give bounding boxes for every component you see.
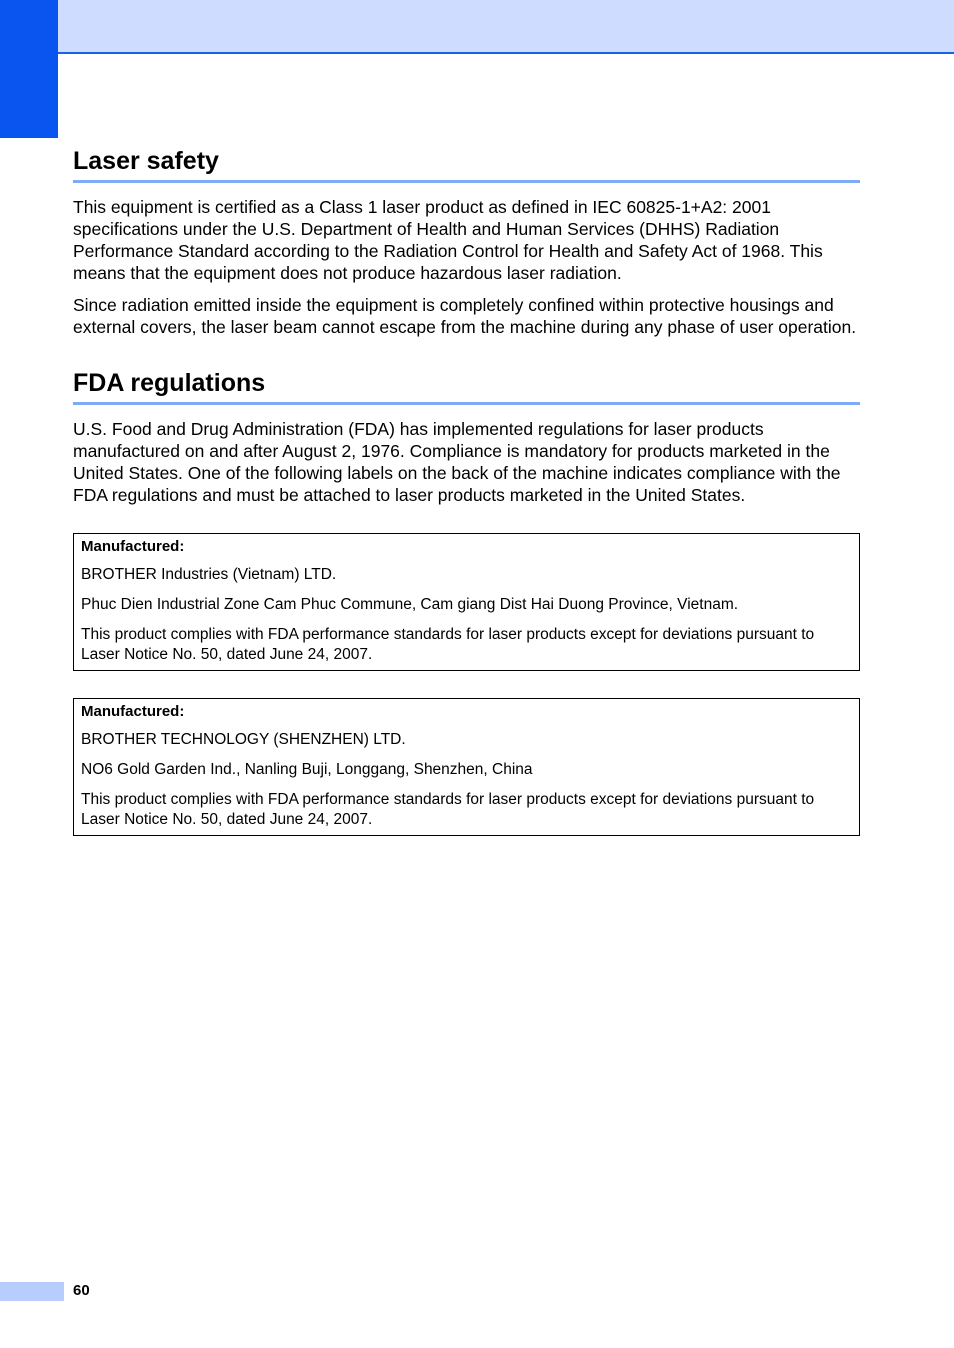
label-box-shenzhen (73, 698, 860, 836)
label-box-address: NO6 Gold Garden Ind., Nanling Buji, Longgang, Shenzhen, China (81, 761, 533, 778)
page-number-bar (0, 1282, 64, 1301)
label-box-compliance: This product complies with FDA performance standards for laser products except for deviations pursuant to Laser Notice No. 50, dated June 24, 2007. (81, 791, 815, 828)
page-number: 60 (73, 1282, 90, 1299)
label-box-vietnam (73, 533, 860, 671)
label-box-compliance: This product complies with FDA performance standards for laser products except for deviations pursuant to Laser Notice No. 50, dated June 24, 2007. (81, 626, 815, 663)
label-box-address: Phuc Dien Industrial Zone Cam Phuc Commune, Cam giang Dist Hai Duong Province, Vietnam. (81, 596, 739, 613)
label-box-company: BROTHER TECHNOLOGY (SHENZHEN) LTD. (81, 731, 406, 748)
label-box-title: Manufactured: (81, 538, 185, 555)
fda-regulations-paragraph: U.S. Food and Drug Administration (FDA) has implemented regulations for laser products manufactured on and after August 2, 1976. Compliance is mandatory for products marketed in the United States. One of the following labels on the back of the machine indicates compliance with the FDA regulations and must be attached to laser products marketed in the United States. (73, 419, 841, 505)
label-box-company: BROTHER Industries (Vietnam) LTD. (81, 566, 337, 583)
label-box-title: Manufactured: (81, 703, 185, 720)
header-band (58, 0, 954, 54)
chapter-side-tab (0, 0, 58, 138)
page-content (73, 140, 860, 836)
fda-regulations-heading: FDA regulations (73, 362, 860, 405)
laser-safety-heading: Laser safety (73, 140, 860, 183)
laser-safety-paragraph-1: This equipment is certified as a Class 1 laser product as defined in IEC 60825-1+A2: 2001 specifications under the U.S. Department of Health and Human Services (DHHS) Radiation Performance Standard according to the Radiation Control for Health and Safety Act of 1968. This means that the equipment does not produce hazardous laser radiation. (73, 197, 823, 283)
laser-safety-paragraph-2: Since radiation emitted inside the equipment is completely confined within protective housings and external covers, the laser beam cannot escape from the machine during any phase of user operation. (73, 295, 857, 337)
